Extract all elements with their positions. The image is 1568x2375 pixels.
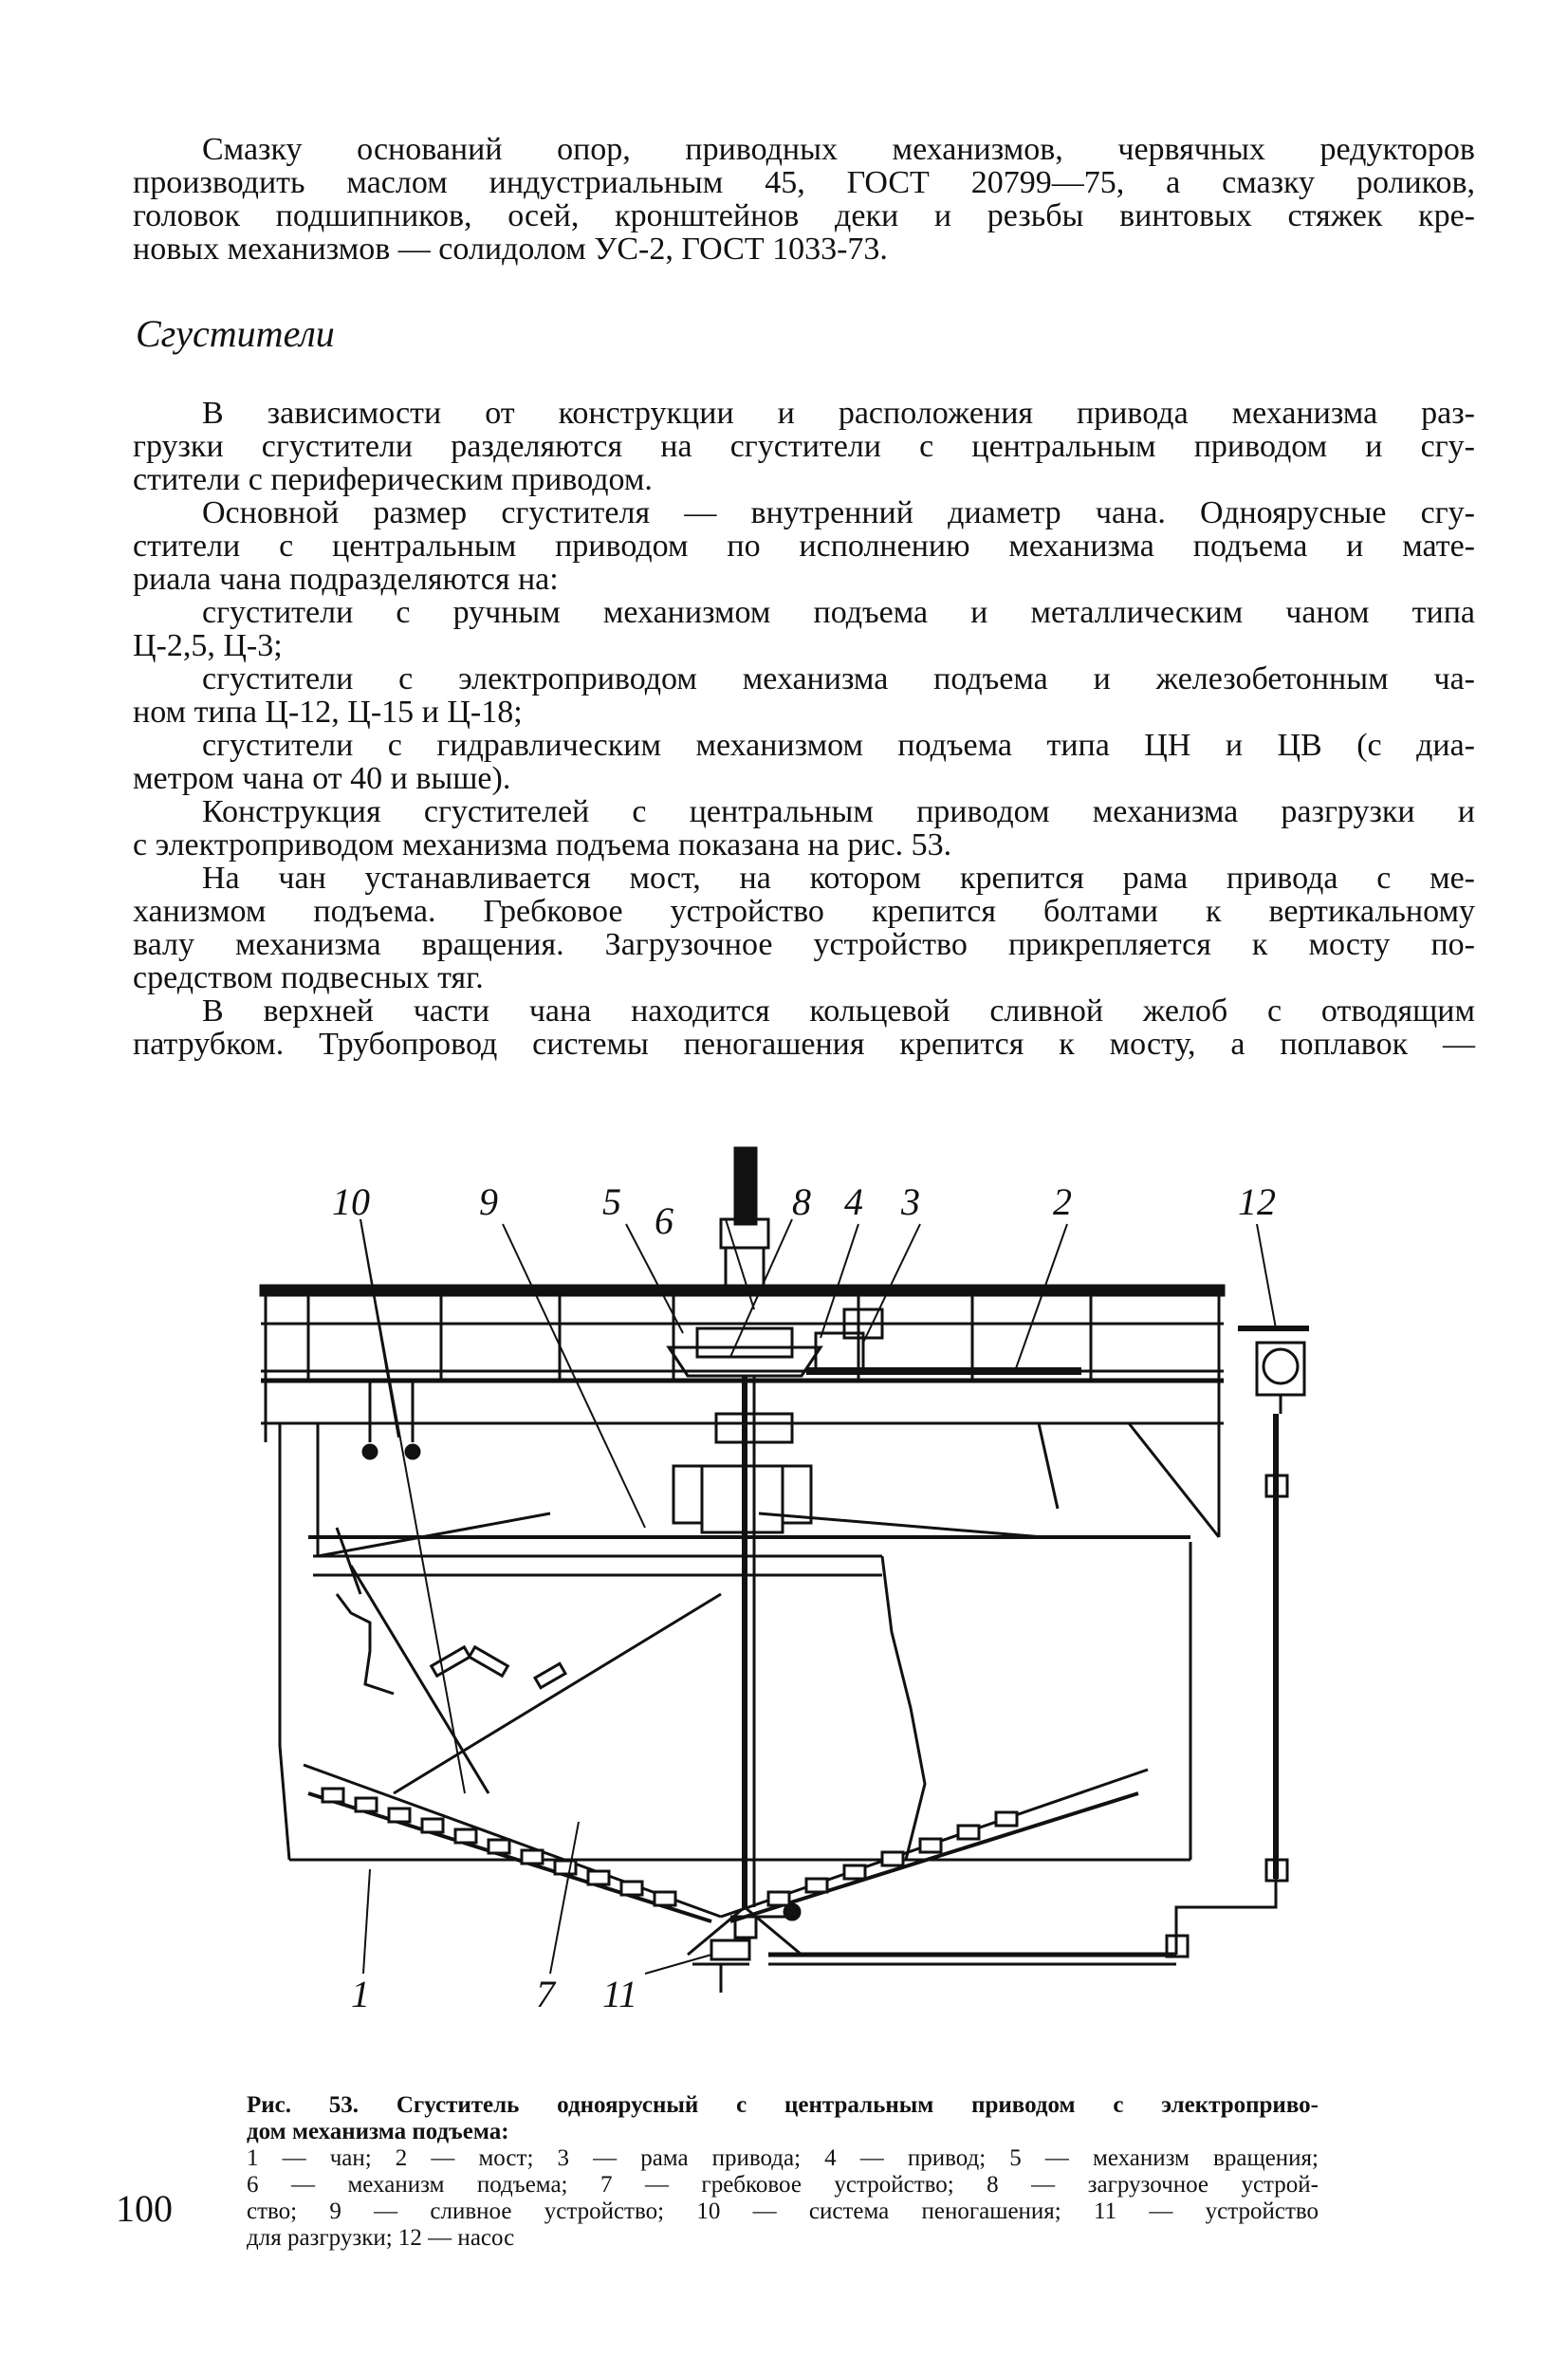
figure-label: 11: [602, 1973, 638, 2015]
text-line: ханизмом подъема. Гребковое устройство крепится болтами к вертикальному: [133, 894, 1475, 929]
caption-line: 6 — механизм подъема; 7 — гребковое устройство; 8 — загрузочное устрой-: [247, 2172, 1319, 2198]
text-line: В зависимости от конструкции и расположения привода механизма раз-: [202, 396, 1475, 431]
section-heading: Сгустители: [136, 312, 335, 355]
text-line: Конструкция сгустителей с центральным приводом механизма разгрузки и: [202, 794, 1475, 829]
text-line: патрубком. Трубопровод системы пеногашения крепится к мосту, а поплавок —: [133, 1027, 1475, 1062]
text-line: Основной размер сгустителя — внутренний диаметр чана. Одноярусные сгу-: [202, 495, 1475, 530]
text-line: сгустители с гидравлическим механизмом подъема типа ЦН и ЦВ (с диа-: [202, 728, 1475, 763]
text-line: сгустители с ручным механизмом подъема и металлическим чаном типа: [202, 595, 1475, 630]
figure-label: 7: [536, 1973, 555, 2015]
caption-title: дом механизма подъема:: [247, 2119, 509, 2144]
text-line: валу механизма вращения. Загрузочное устройство прикрепляется к мосту по-: [133, 927, 1475, 962]
page-number: 100: [116, 2187, 173, 2230]
text-line: стители с центральным приводом по исполнению механизма подъема и мате-: [133, 529, 1475, 564]
figure-label: 6: [655, 1199, 673, 1242]
rake-mechanism: [304, 1566, 1148, 1921]
thickener-drawing: [237, 1139, 1337, 2050]
text-line: В верхней части чана находится кольцевой сливной желоб с отводящим: [202, 993, 1475, 1029]
text-line: с электроприводом механизма подъема показана на рис. 53.: [133, 827, 952, 863]
text-line: сгустители с электроприводом механизма подъема и железобетонным ча-: [202, 661, 1475, 696]
caption-line: ство; 9 — сливное устройство; 10 — система пеногашения; 11 — устройство: [247, 2199, 1319, 2224]
text-line: ном типа Ц-12, Ц-15 и Ц-18;: [133, 695, 523, 730]
figure-label: 5: [602, 1180, 621, 1223]
text-line: Ц-2,5, Ц-3;: [133, 628, 283, 663]
rake-blades: [323, 1789, 1017, 1905]
figure-label: 3: [901, 1180, 920, 1223]
figure-label: 8: [792, 1180, 811, 1223]
text-line: метром чана от 40 и выше).: [133, 761, 511, 796]
text-line: производить маслом индустриальным 45, ГОСТ 20799—75, а смазку роликов,: [133, 165, 1475, 200]
figure-label: 1: [351, 1973, 370, 2015]
text-line: грузки сгустители разделяются на сгустители с центральным приводом и сгу-: [133, 429, 1475, 464]
figure-label: 10: [332, 1180, 370, 1223]
figure-label: 12: [1238, 1180, 1276, 1223]
text-line: новых механизмов — солидолом УС-2, ГОСТ 1033-73.: [133, 232, 888, 267]
figure-labels: [332, 1180, 1276, 2015]
central-drive: [669, 1148, 882, 1955]
figure-label: 4: [844, 1180, 863, 1223]
text-line: риала чана подразделяются на:: [133, 562, 559, 597]
caption-line: 1 — чан; 2 — мост; 3 — рама привода; 4 — привод; 5 — механизм вращения;: [247, 2145, 1319, 2171]
figure-label: 9: [479, 1180, 498, 1223]
text-line: стители с периферическим приводом.: [133, 462, 653, 497]
caption-line: для разгрузки; 12 — насос: [247, 2225, 515, 2251]
text-line: средством подвесных тяг.: [133, 960, 484, 995]
figure-label: 2: [1053, 1180, 1072, 1223]
text-line: Смазку оснований опор, приводных механизмов, червячных редукторов: [202, 132, 1475, 167]
text-line: На чан устанавливается мост, на котором крепится рама привода с ме-: [202, 861, 1475, 896]
caption-title: Рис. 53. Сгуститель одноярусный с центральным приводом с электроприво-: [247, 2092, 1319, 2118]
text-line: головок подшипников, осей, кронштейнов деки и резьбы винтовых стяжек кре-: [133, 198, 1475, 233]
